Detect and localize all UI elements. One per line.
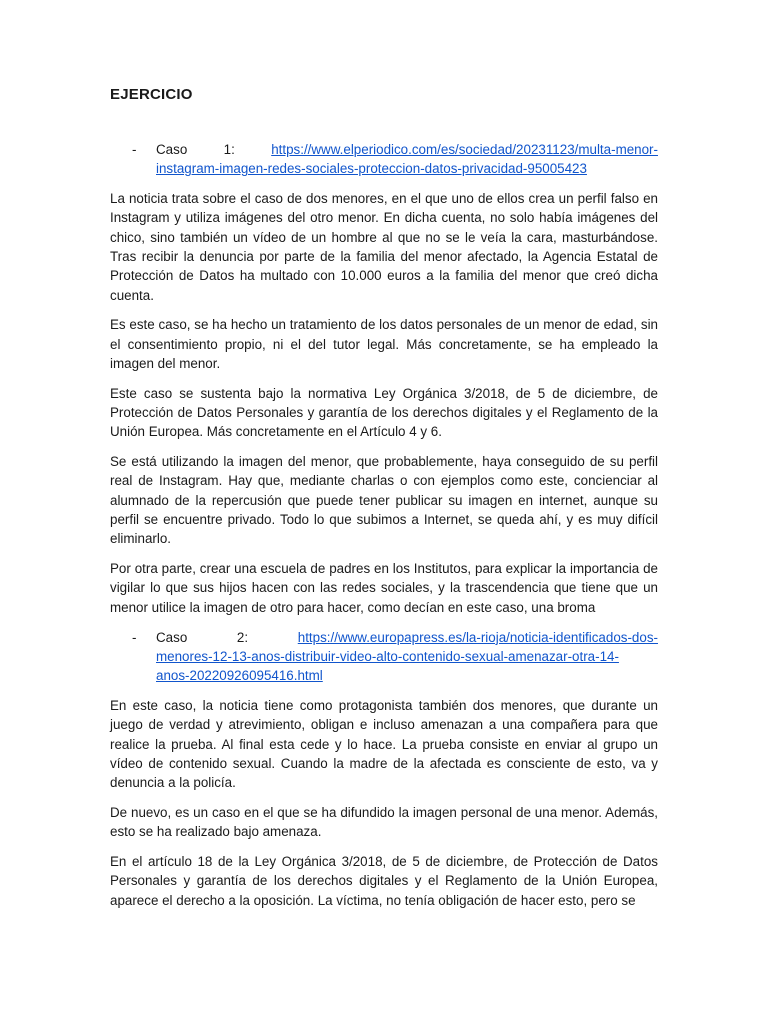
list-bullet-dash: - xyxy=(132,629,137,645)
list-bullet-dash: - xyxy=(132,142,137,157)
case-2-item xyxy=(110,628,658,686)
case-2-link-part-2[interactable]: menores-12-13-anos-distribuir-video-alto-contenido-sexual-amenazar-otra-14- xyxy=(156,648,619,664)
paragraph-case-2-summary: En este caso, la noticia tiene como protagonista también dos menores, que durante un juego de verdad y atrevimiento, obligan e incluso amenazan a una compañera para que realice la prueba. Al final esta cede y lo hace. La prueba consiste en enviar al grupo un vídeo de contenido sexual. Cuando la madre de la afectada es consciente de esto, va y denuncia a la policía. xyxy=(110,697,658,791)
case-2-number: 2: xyxy=(236,629,249,645)
paragraph-case-1-law: Este caso se sustenta bajo la normativa Ley Orgánica 3/2018, de 5 de diciembre, de Protección de Datos Personales y garantía de los derechos digitales y el Reglamento de la Unión Europea. Más concretamente en el Artículo 4 y 6. xyxy=(110,385,658,440)
paragraph-case-1-summary: La noticia trata sobre el caso de dos menores, en el que uno de ellos crea un perfil falso en Instagram y utiliza imágenes del otro menor. En dicha cuenta, no solo había imágenes del chico, sino también un vídeo de un hombre al que no se le veía la cara, masturbándose. Tras recibir la denuncia por parte de la familia del menor afectado, la Agencia Estatal de Protección de Datos ha multado con 10.000 euros a la familia del menor que creó dicha cuenta. xyxy=(110,191,658,303)
case-2-third-line xyxy=(156,666,658,685)
case-1-item xyxy=(110,140,658,179)
case-1-label: Caso xyxy=(156,142,188,157)
paragraph-case-1-awareness: Se está utilizando la imagen del menor, que probablemente, haya conseguido de su perfil real de Instagram. Hay que, mediante charlas o con ejemplos como este, concienciar al alumnado de la repercusión que puede tener publicar su imagen en internet, aunque su perfil se encuentre privado. Todo lo que subimos a Internet, se queda ahí, y es muy difícil eliminarlo. xyxy=(110,454,658,547)
case-2-link-part-1[interactable]: https://www.europapress.es/la-rioja/noticia-identificados-dos- xyxy=(297,629,658,645)
case-1-second-line xyxy=(156,159,658,178)
paragraph-case-2-image: De nuevo, es un caso en el que se ha difundido la imagen personal de una menor. Además, esto se ha realizado bajo amenaza. xyxy=(110,804,658,840)
paragraph-case-1-parents: Por otra parte, crear una escuela de padres en los Institutos, para explicar la importancia de vigilar lo que sus hijos hacen con las redes sociales, y la trascendencia que tiene que un menor utilice la imagen de otro para hacer, como decían en este caso, una broma xyxy=(110,561,658,615)
case-1-link-part-2[interactable]: instagram-imagen-redes-sociales-proteccion-datos-privacidad-95005423 xyxy=(156,161,587,177)
paragraph-case-1-treatment: Es este caso, se ha hecho un tratamiento de los datos personales de un menor de edad, sin el consentimiento propio, ni el del tutor legal. Más concretamente, se ha empleado la imagen del menor. xyxy=(110,317,658,371)
case-1-number: 1: xyxy=(223,142,235,157)
paragraph-case-2-law: En el artículo 18 de la Ley Orgánica 3/2018, de 5 de diciembre, de Protección de Datos Personales y garantía de los derechos digitales y el Reglamento de la Unión Europea, aparece el derecho a la oposición. La víctima, no tenía obligación de hacer esto, pero se xyxy=(110,854,658,908)
case-2-link-part-3[interactable]: anos-20220926095416.html xyxy=(156,668,323,684)
case-2-first-line xyxy=(156,628,658,647)
case-2-label: Caso xyxy=(156,629,188,645)
document-title: EJERCICIO xyxy=(110,86,193,103)
case-2-second-line xyxy=(156,647,658,666)
case-1-first-line xyxy=(156,140,658,159)
case-1-link-part-1[interactable]: https://www.elperiodico.com/es/sociedad/20231123/multa-menor- xyxy=(271,142,658,157)
